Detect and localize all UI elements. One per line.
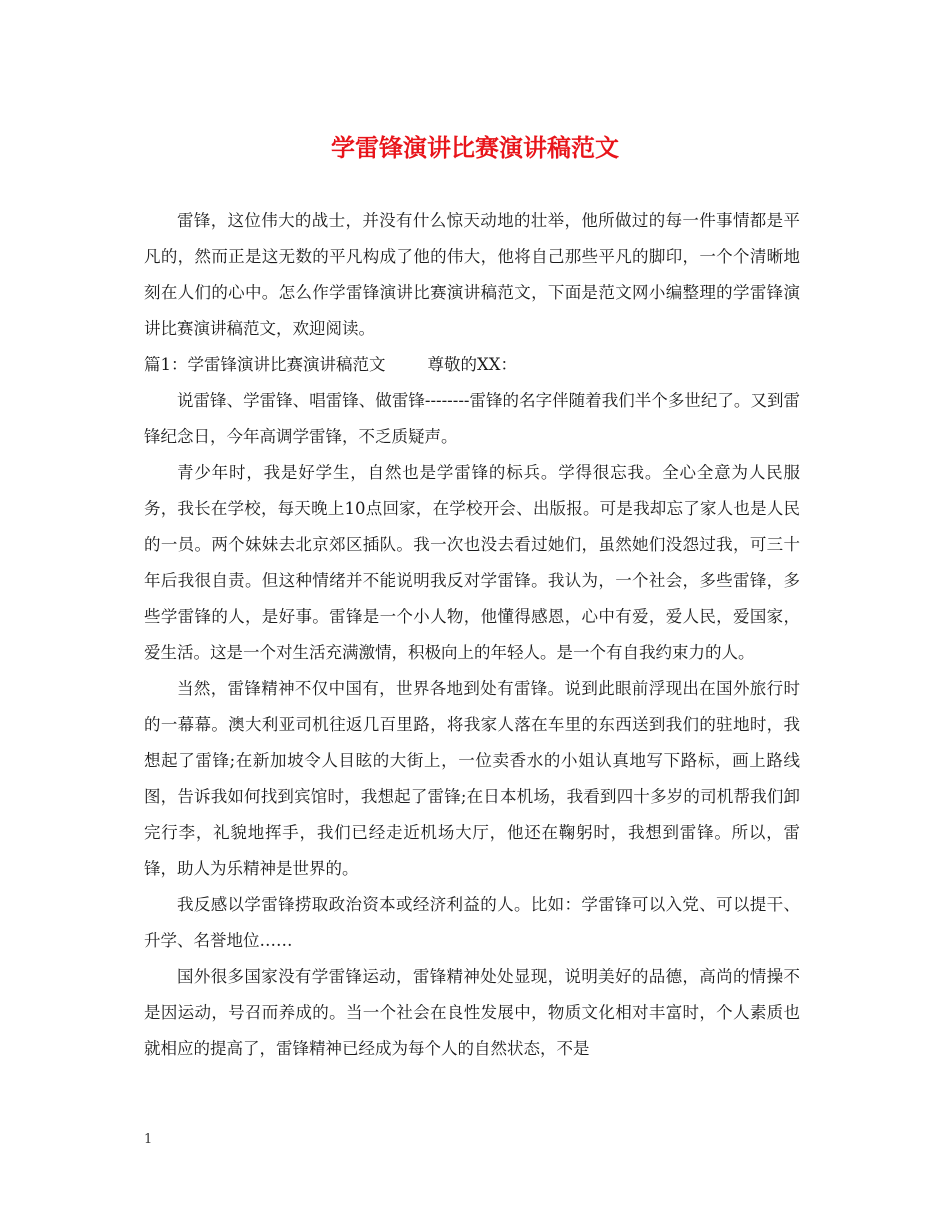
body-paragraph-5: 国外很多国家没有学雷锋运动，雷锋精神处处显现，说明美好的品德，高尚的情操不是因运动，号召而养成的。当一个社会在良性发展中，物质文化相对丰富时，个人素质也就相应的提高了，雷锋精神已经成为每个人的自然状态，不是 bbox=[144, 967, 800, 1058]
section-heading-line bbox=[144, 347, 800, 383]
body-paragraph-1: 说雷锋、学雷锋、唱雷锋、做雷锋--------雷锋的名字伴随着我们半个多世纪了。又到雷锋纪念日，今年高调学雷锋，不乏质疑声。 bbox=[144, 391, 800, 446]
document-body bbox=[144, 203, 800, 1067]
page-number: 1 bbox=[144, 1132, 153, 1147]
body-paragraph-4: 我反感以学雷锋捞取政治资本或经济利益的人。比如：学雷锋可以入党、可以提干、升学、名誉地位…… bbox=[144, 895, 800, 950]
body-paragraph-2: 青少年时，我是好学生，自然也是学雷锋的标兵。学得很忘我。全心全意为人民服务，我长在学校，每天晚上10点回家，在学校开会、出版报。可是我却忘了家人也是人民的一员。两个妹妹去北京郊区插队。我一次也没去看过她们，虽然她们没怨过我，可三十年后我很自责。但这种情绪并不能说明我反对学雷锋。我认为，一个社会，多些雷锋，多些学雷锋的人，是好事。雷锋是一个小人物，他懂得感恩，心中有爱，爱人民，爱国家，爱生活。这是一个对生活充满激情，积极向上的年轻人。是一个有自我约束力的人。 bbox=[144, 463, 800, 662]
intro-paragraph: 雷锋，这位伟大的战士，并没有什么惊天动地的壮举，他所做过的每一件事情都是平凡的，然而正是这无数的平凡构成了他的伟大，他将自己那些平凡的脚印，一个个清晰地刻在人们的心中。怎么作学雷锋演讲比赛演讲稿范文，下面是范文网小编整理的学雷锋演讲比赛演讲稿范文，欢迎阅读。 bbox=[144, 211, 800, 338]
document-title: 学雷锋演讲比赛演讲稿范文 bbox=[331, 133, 619, 162]
section-heading: 篇1：学雷锋演讲比赛演讲稿范文 bbox=[144, 355, 386, 374]
salutation: 尊敬的XX： bbox=[427, 355, 517, 374]
body-paragraph-3: 当然，雷锋精神不仅中国有，世界各地到处有雷锋。说到此眼前浮现出在国外旅行时的一幕幕。澳大利亚司机往返几百里路，将我家人落在车里的东西送到我们的驻地时，我想起了雷锋;在新加坡令人目眩的大街上，一位卖香水的小姐认真地写下路标，画上路线图，告诉我如何找到宾馆时，我想起了雷锋;在日本机场，我看到四十多岁的司机帮我们卸完行李，礼貌地挥手，我们已经走近机场大厅，他还在鞠躬时，我想到雷锋。所以，雷锋，助人为乐精神是世界的。 bbox=[144, 679, 800, 878]
